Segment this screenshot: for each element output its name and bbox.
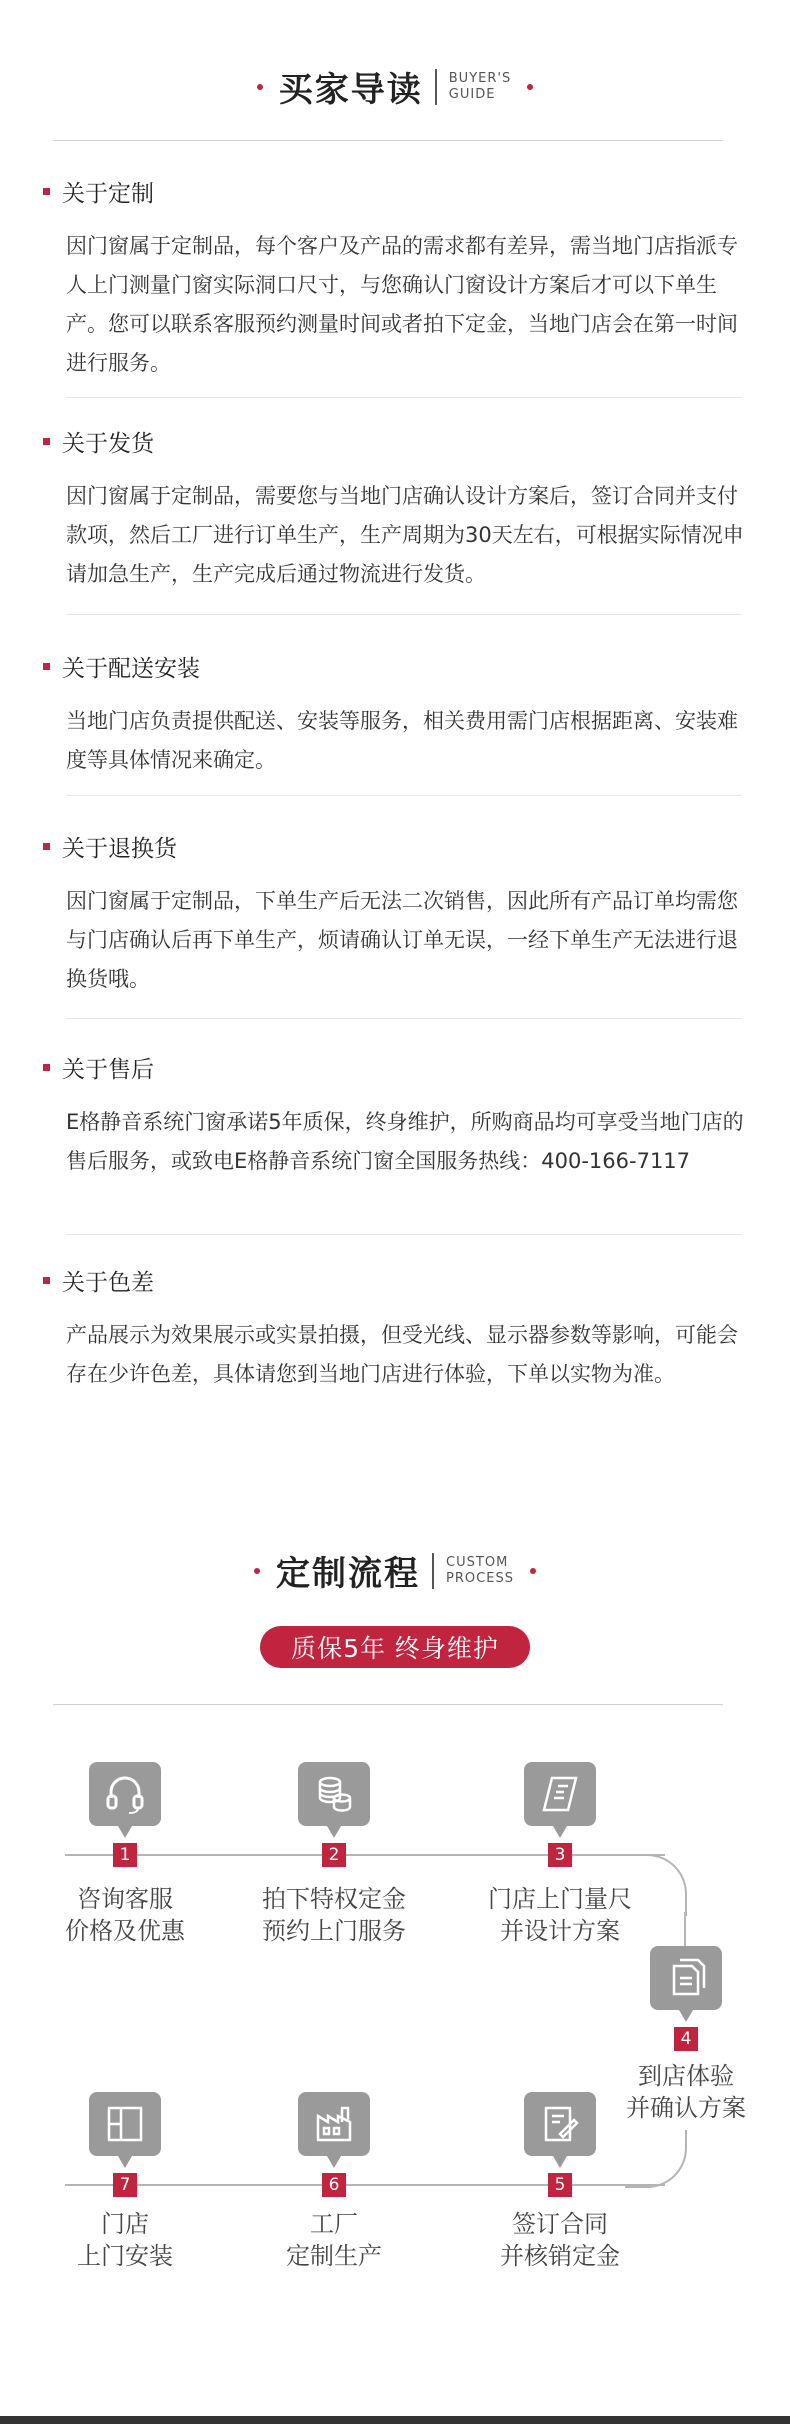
header-dot-left [254,1568,260,1574]
step-label: 到店体验 并确认方案 [626,2062,746,2122]
step-label: 门店上门量尺 并设计方案 [488,1885,632,1945]
ruler-icon [524,1762,596,1826]
faq-body: 因门窗属于定制品，下单生产后无法二次销售，因此所有产品订单均需您与门店确认后再下单生产，烦请确认订单无误，一经下单生产无法进行退换货哦。 [66,889,738,991]
headset-icon [89,1762,161,1826]
step-number: 3 [548,1843,572,1867]
faq-title: 关于售后 [43,1051,154,1084]
process-header [0,1546,790,1595]
faq-separator [66,1234,742,1235]
warranty-badge: 质保5年 终身维护 [260,1626,530,1668]
faq-separator [66,795,742,796]
step-number: 4 [674,2027,698,2051]
documents-icon [650,1946,722,2010]
bottom-bar [0,2416,790,2424]
faq-title: 关于色差 [43,1264,154,1297]
step-number: 1 [113,1843,137,1867]
faq-title: 关于退换货 [43,830,177,863]
step-label: 咨询客服 价格及优惠 [65,1885,185,1945]
contract-icon [524,2092,596,2156]
divider [53,1704,723,1705]
bullet-square [43,438,50,445]
coins-icon [298,1762,370,1826]
bullet-square [43,663,50,670]
divider [53,140,723,141]
header-divider [435,69,437,105]
header-dot-right [530,1568,536,1574]
factory-icon [298,2092,370,2156]
faq-title: 关于配送安装 [43,650,200,683]
faq-title: 关于定制 [43,175,154,208]
faq-body: 因门窗属于定制品，需要您与当地门店确认设计方案后，签订合同并支付款项，然后工厂进行订单生产，生产周期为30天左右，可根据实际情况申请加急生产，生产完成后通过物流进行发货。 [66,484,744,586]
bullet-square [43,1277,50,1284]
faq-separator [66,614,742,615]
faq-title: 关于发货 [43,425,154,458]
flow-line-bottom [65,2184,665,2186]
faq-body: 因门窗属于定制品，每个客户及产品的需求都有差异，需当地门店指派专人上门测量门窗实际洞口尺寸，与您确认门窗设计方案后才可以下单生产。您可以联系客服预约测量时间或者拍下定金，当地门店会在第一时间进行服务。 [66,234,738,375]
faq-separator [66,1018,742,1019]
process-title: 定制流程 [276,1554,421,1594]
window-install-icon [89,2092,161,2156]
step-number: 7 [113,2173,137,2197]
bullet-square [43,843,50,850]
bullet-square [43,188,50,195]
guide-title-en: BUYER'S GUIDE [448,70,512,102]
step-number: 5 [548,2173,572,2197]
faq-body: 当地门店负责提供配送、安装等服务，相关费用需门店根据距离、安装难度等具体情况来确定。 [66,709,738,772]
process-title-en: CUSTOM PROCESS [446,1554,514,1586]
step-label: 拍下特权定金 预约上门服务 [262,1885,406,1945]
flow-line-right [684,1912,686,1946]
step-number: 2 [322,1843,346,1867]
step-label: 签订合同 并核销定金 [500,2210,620,2270]
flow-line-top [65,1854,665,1856]
guide-header [0,62,790,111]
header-dot-right [527,84,533,90]
faq-body: E格静音系统门窗承诺5年质保，终身维护，所购商品均可享受当地门店的售后服务，或致电E格静音系统门窗全国服务热线：400-166-7117 [66,1110,744,1173]
flow-arc-bottom [625,2130,687,2188]
header-dot-left [257,84,263,90]
guide-title: 买家导读 [278,70,423,110]
header-divider [432,1553,434,1589]
step-number: 6 [322,2173,346,2197]
step-label: 工厂 定制生产 [286,2210,382,2270]
step-label: 门店 上门安装 [77,2210,173,2270]
faq-body: 产品展示为效果展示或实景拍摄，但受光线、显示器参数等影响，可能会存在少许色差，具体请您到当地门店进行体验，下单以实物为准。 [66,1323,738,1386]
faq-separator [66,397,742,398]
bullet-square [43,1064,50,1071]
